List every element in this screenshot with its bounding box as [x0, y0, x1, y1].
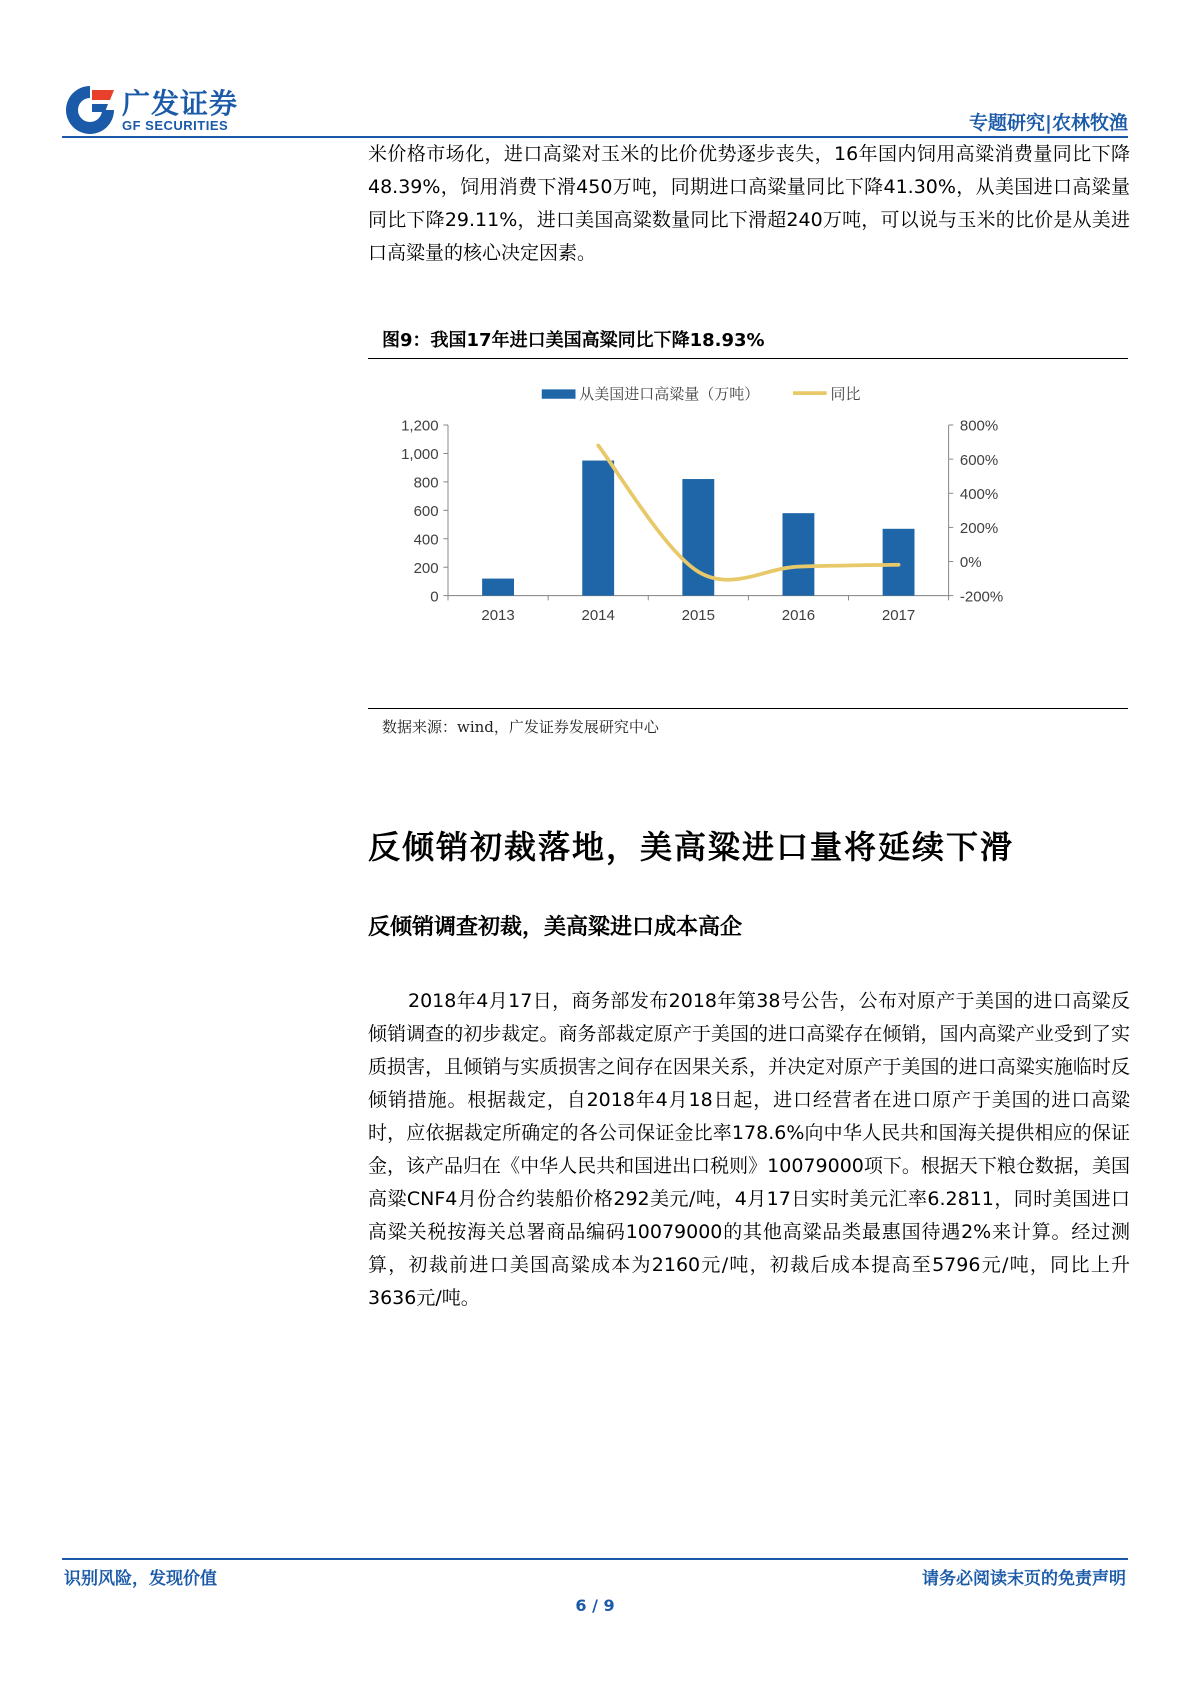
x-tick-label: 2015: [681, 607, 715, 624]
page-number: 6 / 9: [575, 1596, 615, 1615]
figure-top-rule: [368, 358, 1128, 359]
brand-name-cn: 广发证券: [122, 87, 239, 120]
intro-paragraph: 米价格市场化，进口高粱对玉米的比价优势逐步丧失，16年国内饲用高粱消费量同比下降48.39%，饲用消费下滑450万吨，同期进口高粱量同比下降41.30%，从美国进口高粱量同比下降29.11%，进口美国高粱数量同比下滑超240万吨，可以说与玉米的比价是从美进口高粱量的核心决定因素。: [368, 143, 1130, 264]
report-type: 专题研究|农林牧渔: [969, 112, 1128, 134]
sorghum-import-chart: [368, 380, 1128, 680]
x-tick-label: 2016: [781, 607, 816, 624]
y-left-tick-label: 1,200: [401, 417, 439, 435]
y-left-tick-label: 200: [413, 559, 439, 577]
bar-2014: [582, 461, 614, 596]
chart-legend: [542, 385, 861, 403]
section-heading: 反倾销初裁落地，美高粱进口量将延续下滑: [368, 828, 1015, 866]
figure-source: 数据来源：wind，广发证券发展研究中心: [382, 718, 659, 736]
bar-2017: [883, 529, 915, 596]
x-tick-label: 2017: [881, 607, 916, 624]
brand-name-en: GF SECURITIES: [122, 118, 229, 133]
yoy-line: [598, 445, 898, 579]
x-tick-label: 2013: [481, 607, 515, 624]
brand-logo: [62, 82, 262, 138]
bar-2013: [482, 579, 514, 596]
gf-logo-icon: [62, 82, 118, 138]
subsection-heading: 反倾销调查初裁，美高粱进口成本高企: [368, 914, 743, 940]
x-tick-label: 2014: [581, 607, 615, 624]
figure-title: 图9：我国17年进口美国高粱同比下降18.93%: [382, 330, 765, 351]
chart-line: [598, 445, 898, 579]
y-right-tick-label: 400%: [959, 485, 999, 503]
chart-bars: [482, 461, 914, 596]
footer-disclaimer: 请务必阅读末页的免责声明: [922, 1569, 1126, 1589]
y-left-tick-label: 1,000: [401, 446, 439, 464]
legend-line-label: 同比: [830, 385, 861, 403]
y-right-tick-label: 200%: [959, 520, 999, 537]
main-paragraph: 2018年4月17日，商务部发布2018年第38号公告，公布对原产于美国的进口高粱反倾销调查的初步裁定。商务部裁定原产于美国的进口高粱存在倾销，国内高粱产业受到了实质损害，且倾销与实质损害之间存在因果关系，并决定对原产于美国的进口高粱实施临时反倾销措施。根据裁定，自2018年4月18日起，进口经营者在进口原产于美国的进口高粱时，应依据裁定所确定的各公司保证金比率178.6%向中华人民共和国海关提供相应的保证金，该产品归在《中华人民共和国进出口税则》10079000项下。根据天下粮仓数据，美国高粱CNF4月份合约装船价格292美元/吨，4月17日实时美元汇率6.2811，同时美国进口高粱关税按海关总署商品编码10079000的其他高粱品类最惠国待遇2%来计算。经过测算，初裁前进口美国高粱成本为2160元/吨，初裁后成本提高至5796元/吨，同比上升3636元/吨。: [368, 990, 1130, 1309]
y-right-tick-label: 0%: [959, 554, 982, 572]
figure-bottom-rule: [368, 708, 1128, 709]
y-right-tick-label: 800%: [959, 417, 999, 435]
y-right-tick-label: -200%: [959, 588, 1004, 606]
footer-divider: [62, 1558, 1128, 1560]
y-left-tick-label: 0: [430, 588, 439, 606]
y-left-tick-label: 800: [413, 474, 439, 492]
y-left-tick-label: 400: [413, 531, 439, 549]
bar-2016: [783, 513, 815, 595]
y-right-tick-label: 600%: [959, 451, 999, 469]
legend-bar-swatch: [542, 389, 576, 398]
y-left-tick-label: 600: [413, 502, 439, 520]
legend-bar-label: 从美国进口高粱量（万吨）: [579, 385, 760, 403]
footer-slogan: 识别风险，发现价值: [64, 1569, 217, 1589]
